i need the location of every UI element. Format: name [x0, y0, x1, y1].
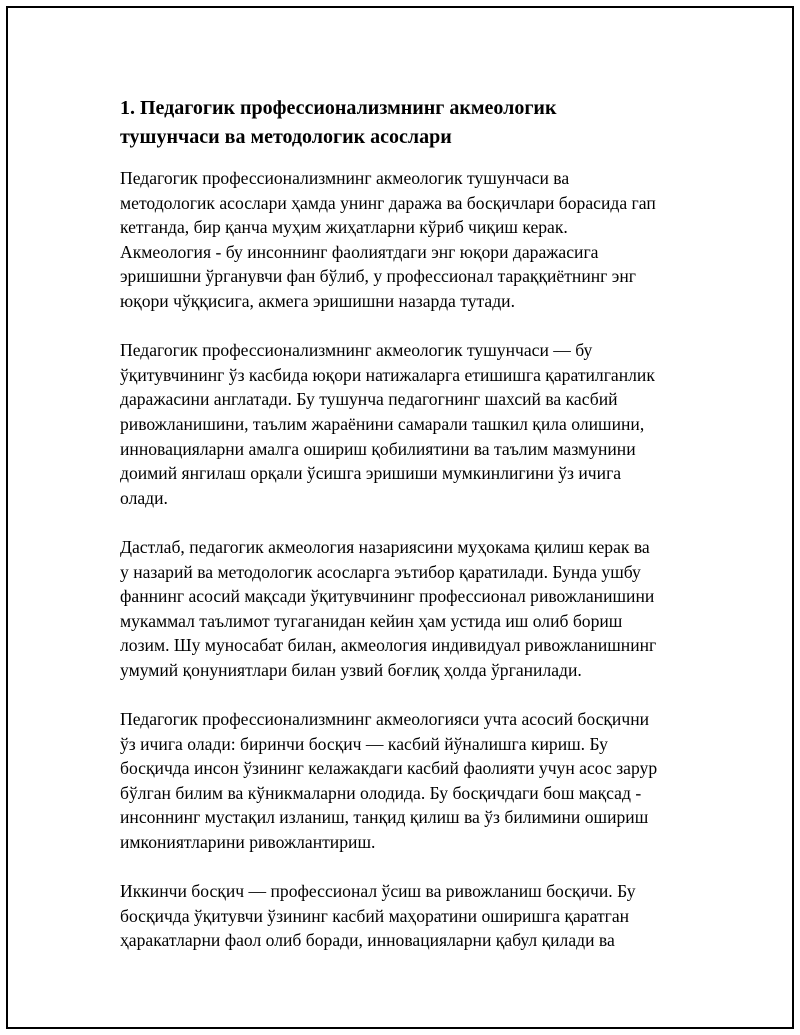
- section-title: 1. Педагогик профессионализмнинг акмеологик тушунчаси ва методологик асослари: [120, 97, 557, 148]
- paragraph-2: Педагогик профессионализмнинг акмеологик тушунчаси — бу ўқитувчининг ўз касбида юқори натижаларга етишишга қаратилганлик даражасини англатади. Бу тушунча педагогнинг шахсий ва касбий ривожланишини, таълим жараёнини самарали ташкил қила олишини, инновацияларни амалга ошириш қобилиятини ва таълим мазмунини доимий янгилаш орқали ўсишга эришиши мумкинлигини ўз ичига олади.: [120, 340, 655, 508]
- document-body: [120, 94, 692, 953]
- page-frame: [6, 6, 794, 1029]
- paragraph-5: Иккинчи босқич — профессионал ўсиш ва ривожланиш босқичи. Бу босқичда ўқитувчи ўзининг касбий маҳоратини оширишга қаратган ҳаракатларни фаол олиб боради, инновацияларни қабул қилади ва: [120, 881, 636, 951]
- paragraph-3: Дастлаб, педагогик акмеология назариясини муҳокама қилиш керак ва у назарий ва методологик асосларга эътибор қаратилади. Бунда ушбу фаннинг асосий мақсади ўқитувчининг профессионал ривожланишини мукаммал таълимот тугаганидан кейин ҳам устида иш олиб бориш лозим. Шу муносабат билан, акмеология индивидуал ривожланишнинг умумий қонуниятлари билан узвий боғлиқ ҳолда ўрганилади.: [120, 536, 657, 680]
- paragraph-4: Педагогик профессионализмнинг акмеологияси учта асосий босқични ўз ичига олади: биринчи босқич — касбий йўналишга кириш. Бу босқичда инсон ўзининг келажакдаги касбий фаолияти учун асос зарур бўлган билим ва кўникмаларни олодида. Бу босқичдаги бош мақсад - инсоннинг мустақил изланиш, танқид қилиш ва ўз билимини ошириш имкониятларини ривожлантириш.: [120, 709, 658, 853]
- paragraph-1: Педагогик профессионализмнинг акмеологик тушунчаси ва методологик асослари ҳамда унинг даража ва босқичлари борасида гап кетганда, бир қанча муҳим жиҳатларни кўриб чиқиш керак. Акмеология - бу инсоннинг фаолиятдаги энг юқори даражасига эришишни ўрганувчи фан бўлиб, у профессионал тараққиётнинг энг юқори чўққисига, акмега эришишни назарда тутади.: [120, 168, 656, 311]
